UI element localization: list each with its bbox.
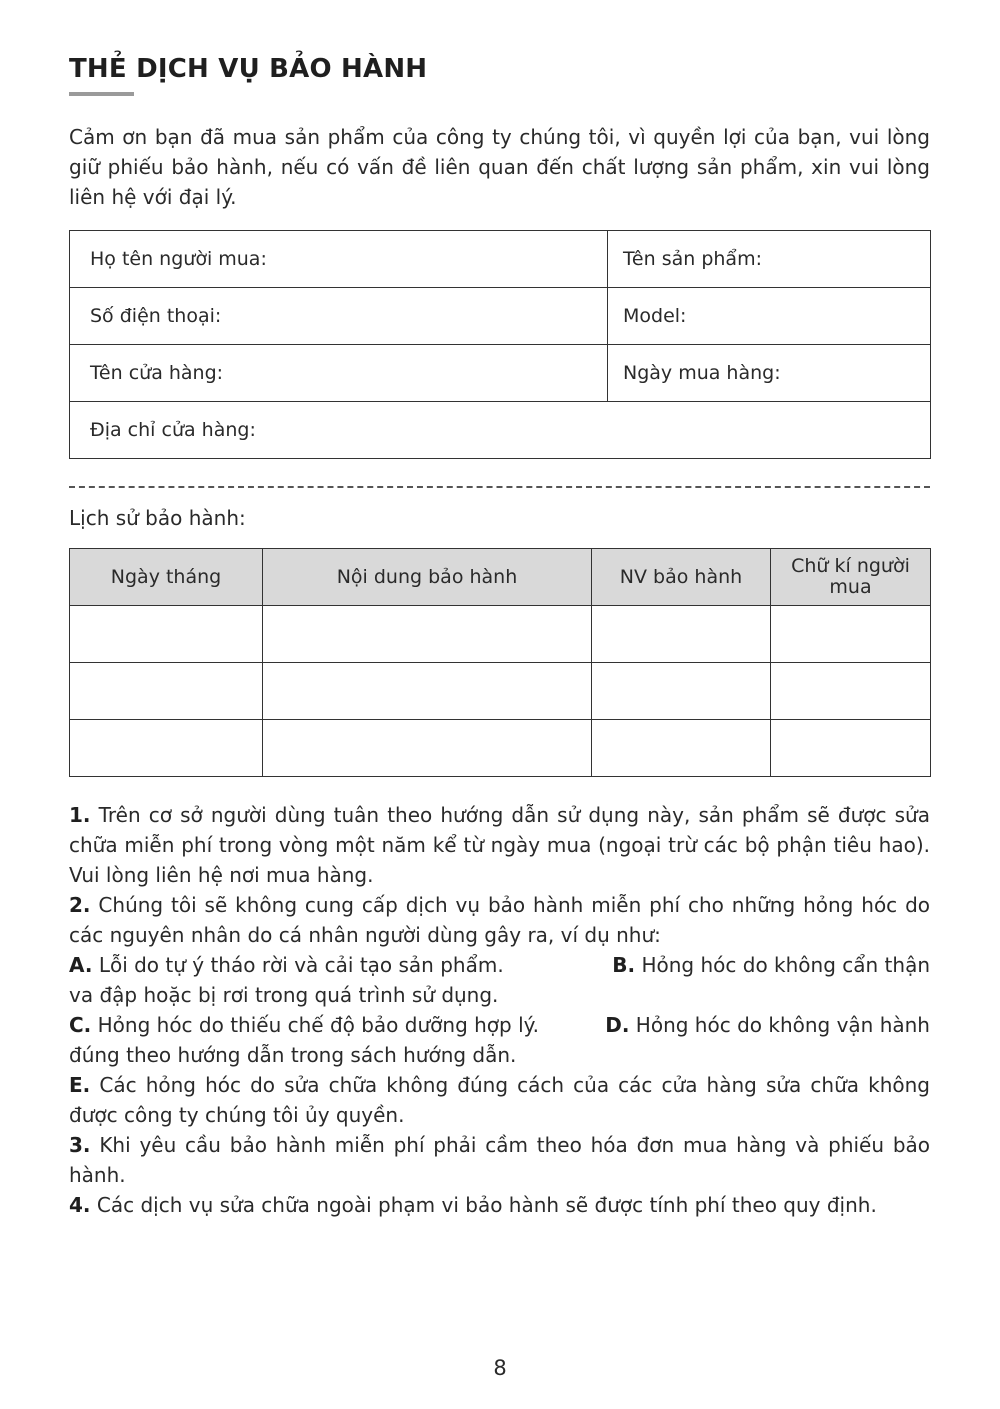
empty-cell [592, 606, 771, 663]
purchase-date-cell: Ngày mua hàng: [608, 345, 931, 402]
warranty-history-table [69, 548, 931, 777]
term-letter: D. [605, 1013, 630, 1037]
table-row [70, 231, 931, 288]
empty-cell [70, 663, 263, 720]
term-letter: E. [69, 1073, 91, 1097]
term-e [69, 1070, 930, 1130]
table-row [70, 288, 931, 345]
cut-line-divider [69, 486, 930, 488]
term-3 [69, 1130, 930, 1190]
term-text: Hỏng hóc do thiếu chế độ bảo dưỡng hợp lý. [97, 1013, 539, 1037]
term-row-c-d [69, 1010, 930, 1040]
column-header-staff: NV bảo hành [592, 549, 771, 606]
term-text: Hỏng hóc do không vận hành [635, 1013, 930, 1037]
table-header-row [70, 549, 931, 606]
store-name-cell: Tên cửa hàng: [70, 345, 608, 402]
term-text: Khi yêu cầu bảo hành miễn phí phải cầm theo hóa đơn mua hàng và phiếu bảo hành. [69, 1133, 931, 1187]
empty-cell [263, 720, 592, 777]
term-a [69, 950, 504, 980]
term-text: Hỏng hóc do không cẩn thận [641, 953, 930, 977]
term-number: 1. [69, 803, 91, 827]
empty-cell [771, 663, 931, 720]
term-1 [69, 800, 930, 890]
table-row [70, 345, 931, 402]
term-letter: B. [612, 953, 636, 977]
term-letter: C. [69, 1013, 92, 1037]
term-number: 2. [69, 893, 91, 917]
buyer-info-table [69, 230, 931, 459]
empty-cell [70, 720, 263, 777]
empty-cell [263, 606, 592, 663]
term-b-start [612, 950, 930, 980]
column-header-content: Nội dung bảo hành [263, 549, 592, 606]
table-row [70, 663, 931, 720]
term-d-continuation: đúng theo hướng dẫn trong sách hướng dẫn. [69, 1043, 517, 1067]
product-name-cell: Tên sản phẩm: [608, 231, 931, 288]
empty-cell [592, 720, 771, 777]
term-4 [69, 1190, 930, 1220]
table-row [70, 720, 931, 777]
buyer-name-cell: Họ tên người mua: [70, 231, 608, 288]
term-b-continuation: va đập hoặc bị rơi trong quá trình sử dụng. [69, 983, 499, 1007]
term-text: Chúng tôi sẽ không cung cấp dịch vụ bảo hành miễn phí cho những hỏng hóc do các nguyên nhân do cá nhân người dùng gây ra, ví dụ như: [69, 893, 931, 947]
term-row-a-b [69, 950, 930, 980]
column-header-date: Ngày tháng [70, 549, 263, 606]
term-text: Các hỏng hóc do sửa chữa không đúng cách của các cửa hàng sửa chữa không được công ty chúng tôi ủy quyền. [69, 1073, 930, 1127]
page-number: 8 [493, 1356, 507, 1380]
empty-cell [592, 663, 771, 720]
term-2 [69, 890, 930, 950]
term-number: 4. [69, 1193, 91, 1217]
term-text: Lỗi do tự ý tháo rời và cải tạo sản phẩm. [98, 953, 504, 977]
term-number: 3. [69, 1133, 91, 1157]
phone-cell: Số điện thoại: [70, 288, 608, 345]
history-label: Lịch sử bảo hành: [69, 506, 246, 530]
term-d-start [605, 1010, 930, 1040]
table-row [70, 402, 931, 459]
title-underline [69, 92, 134, 96]
model-cell: Model: [608, 288, 931, 345]
empty-cell [263, 663, 592, 720]
intro-paragraph: Cảm ơn bạn đã mua sản phẩm của công ty chúng tôi, vì quyền lợi của bạn, vui lòng giữ phiếu bảo hành, nếu có vấn đề liên quan đến chất lượng sản phẩm, xin vui lòng liên hệ với đại lý. [69, 125, 930, 209]
term-text: Trên cơ sở người dùng tuân theo hướng dẫn sử dụng này, sản phẩm sẽ được sửa chữa miễn phí trong vòng một năm kể từ ngày mua (ngoại trừ các bộ phận tiêu hao). Vui lòng liên hệ nơi mua hàng. [69, 803, 930, 887]
term-letter: A. [69, 953, 93, 977]
empty-cell [70, 606, 263, 663]
empty-cell [771, 720, 931, 777]
store-address-cell: Địa chỉ cửa hàng: [70, 402, 931, 459]
term-c [69, 1010, 539, 1040]
empty-cell [771, 606, 931, 663]
table-row [70, 606, 931, 663]
page-title: THẺ DỊCH VỤ BẢO HÀNH [69, 54, 428, 84]
term-text: Các dịch vụ sửa chữa ngoài phạm vi bảo hành sẽ được tính phí theo quy định. [96, 1193, 877, 1217]
warranty-terms [69, 800, 930, 1220]
column-header-signature: Chữ kí người mua [771, 549, 931, 606]
